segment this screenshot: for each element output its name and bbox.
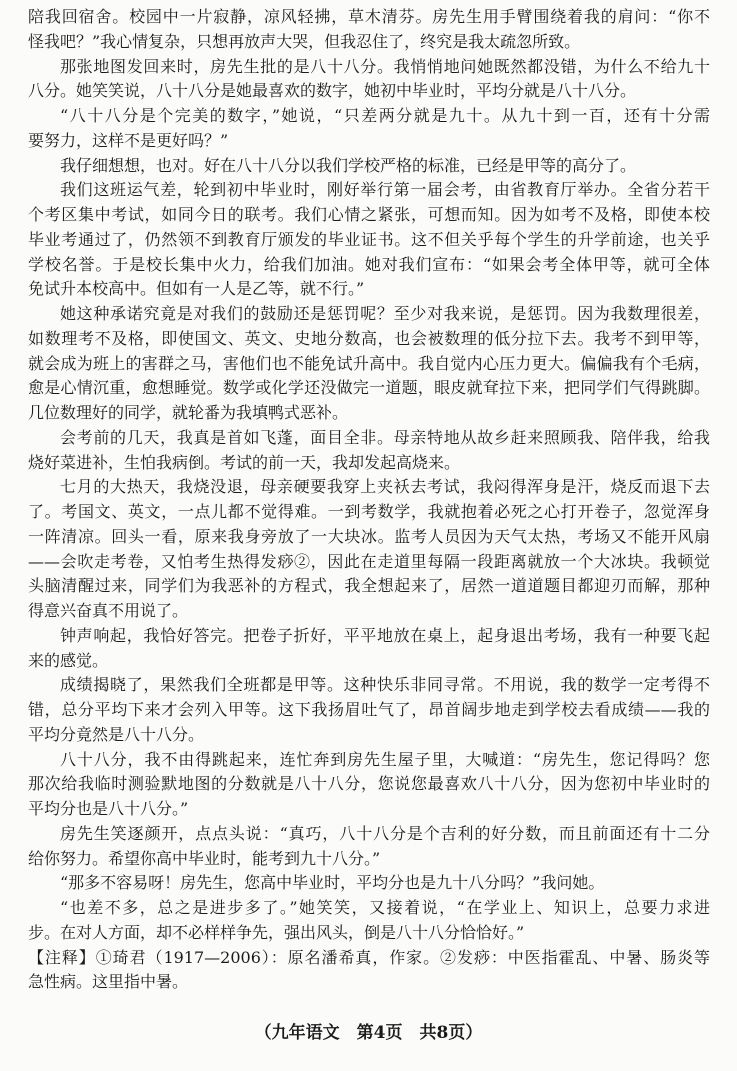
text-line: 八十八分，我不由得跳起来，连忙奔到房先生屋子里，大喊道：“房先生，您记得吗？您 (60, 749, 710, 769)
text-line: 烧好菜进补，生怕我病倒。考试的前一天，我却发起高烧来。 (28, 452, 461, 472)
text-line: 步。在对人方面，却不必样样争先，强出风头，倒是八十八分恰恰好。” (28, 922, 525, 942)
text-line: 如数理考不及格，即使国文、英文、史地分数高，也会被数理的低分拉下去。我考不到甲等， (28, 328, 710, 348)
text-line: 平均分竟然是八十八分。 (28, 724, 205, 744)
text-line: 我仔细想想，也对。好在八十八分以我们学校严格的标准，已经是甲等的高分了。 (60, 155, 637, 175)
text-line: 了。考国文、英文，一点儿都不觉得难。一到考数学，我就抱着必死之心打开卷子，忽觉浑身 (28, 502, 710, 521)
text-line: 她这种承诺究竟是对我们的鼓励还是惩罚呢？至少对我来说，是惩罚。因为我数理很差， (60, 304, 710, 323)
text-line: 来的感觉。 (28, 650, 109, 670)
text-line: 要努力，这样不是更好吗？” (28, 130, 229, 150)
text-line: “那多不容易呀！房先生，您高中毕业时，平均分也是九十八分吗？”我问她。 (60, 873, 605, 893)
text-line: 就会成为班上的害群之马，害他们也不能免试升高中。我自觉内心压力更大。偏偏我有个毛病， (28, 353, 710, 373)
text-line: 愈是心情沉重，愈想睡觉。数学或化学还没做完一道题，眼皮就耷拉下来，把同学们气得跳脚。 (28, 378, 710, 398)
text-line: 会考前的几天，我真是首如飞蓬，面目全非。母亲特地从故乡赶来照顾我、陪伴我，给我 (60, 427, 710, 447)
text-line: 平均分也是八十八分。” (28, 799, 189, 818)
text-line: 那次给我临时测验默地图的分数就是八十八分，您说您最喜欢八十八分，因为您初中毕业时的 (28, 774, 710, 794)
text-line: 陪我回宿舍。校园中一片寂静，凉风轻拂，草木清芬。房先生用手臂围绕着我的肩问：“你不 (28, 7, 710, 26)
text-line: 钟声响起，我恰好答完。把卷子折好，平平地放在桌上，起身退出考场，我有一种要飞起 (60, 625, 710, 645)
text-line: 我们这班运气差，轮到初中毕业时，刚好举行第一届会考，由省教育厅举办。全省分若干 (60, 180, 710, 200)
text-line: 错，总分平均下来才会列入甲等。这下我扬眉吐气了，昂首阔步地走到学校去看成绩——我的 (28, 700, 710, 719)
text-line: 学校名誉。于是校长集中火力，给我们加油。她对我们宣布：“如果会考全体甲等，就可全体 (28, 254, 710, 274)
text-line: “也差不多，总之是进步多了。”她笑笑，又接着说，“在学业上、知识上，总要力求进 (60, 898, 710, 917)
text-line: 得意兴奋真不用说了。 (28, 601, 189, 620)
text-line: 毕业考通过了，仍然领不到教育厅颁发的毕业证书。这不但关乎每个学生的升学前途，也关乎 (28, 229, 710, 249)
text-line: 一阵清凉。回头一看，原来我身旁放了一大块冰。监考人员因为天气太热，考场又不能开风扇 (28, 526, 710, 546)
text-line: 几位数理好的同学，就轮番为我填鸭式恶补。 (28, 403, 349, 422)
text-line: 七月的大热天，我烧没退，母亲硬要我穿上夹袄去考试，我闷得浑身是汗，烧反而退下去 (60, 477, 710, 497)
text-line: ——会吹走考卷，又怕考生热得发痧②，因此在走道里每隔一段距离就放一个大冰块。我顿觉 (28, 551, 710, 571)
text-line: 房先生笑逐颜开，点点头说：“真巧，八十八分是个吉利的好分数，而且前面还有十二分 (60, 823, 710, 843)
page-footer: （九年语文 第4页 共8页） (254, 1023, 483, 1043)
text-line: 成绩揭晓了，果然我们全班都是甲等。这种快乐非同寻常。不用说，我的数学一定考得不 (60, 675, 710, 695)
text-line: 个考区集中考试，如同今日的联考。我们心情之紧张，可想而知。因为如考不及格，即使本校 (28, 205, 710, 224)
document-body (28, 5, 710, 995)
text-line: 急性病。这里指中暑。 (28, 972, 189, 992)
text-line: 那张地图发回来时，房先生批的是八十八分。我悄悄地问她既然都没错，为什么不给九十 (60, 56, 710, 76)
text-line: 【注释】①琦君（1917—2006）：原名潘希真，作家。②发痧：中医指霍乱、中暑、肠炎等 (28, 947, 710, 967)
text-line: “八十八分是个完美的数字，”她说，“只差两分就是九十。从九十到一百，还有十分需 (60, 106, 710, 125)
text-line: 八分。她笑笑说，八十八分是她最喜欢的数字，她初中毕业时，平均分就是八十八分。 (28, 81, 637, 101)
text-line: 给你努力。希望你高中毕业时，能考到九十八分。” (28, 848, 381, 868)
text-line: 免试升本校高中。但如有一人是乙等，就不行。” (28, 279, 365, 299)
text-line: 头脑清醒过来，同学们为我恶补的方程式，我全想起来了，居然一道道题目都迎刃而解，那种 (28, 576, 710, 596)
text-line: 怪我吧？”我心情复杂，只想再放声大哭，但我忍住了，终究是我太疏忽所致。 (28, 31, 581, 51)
